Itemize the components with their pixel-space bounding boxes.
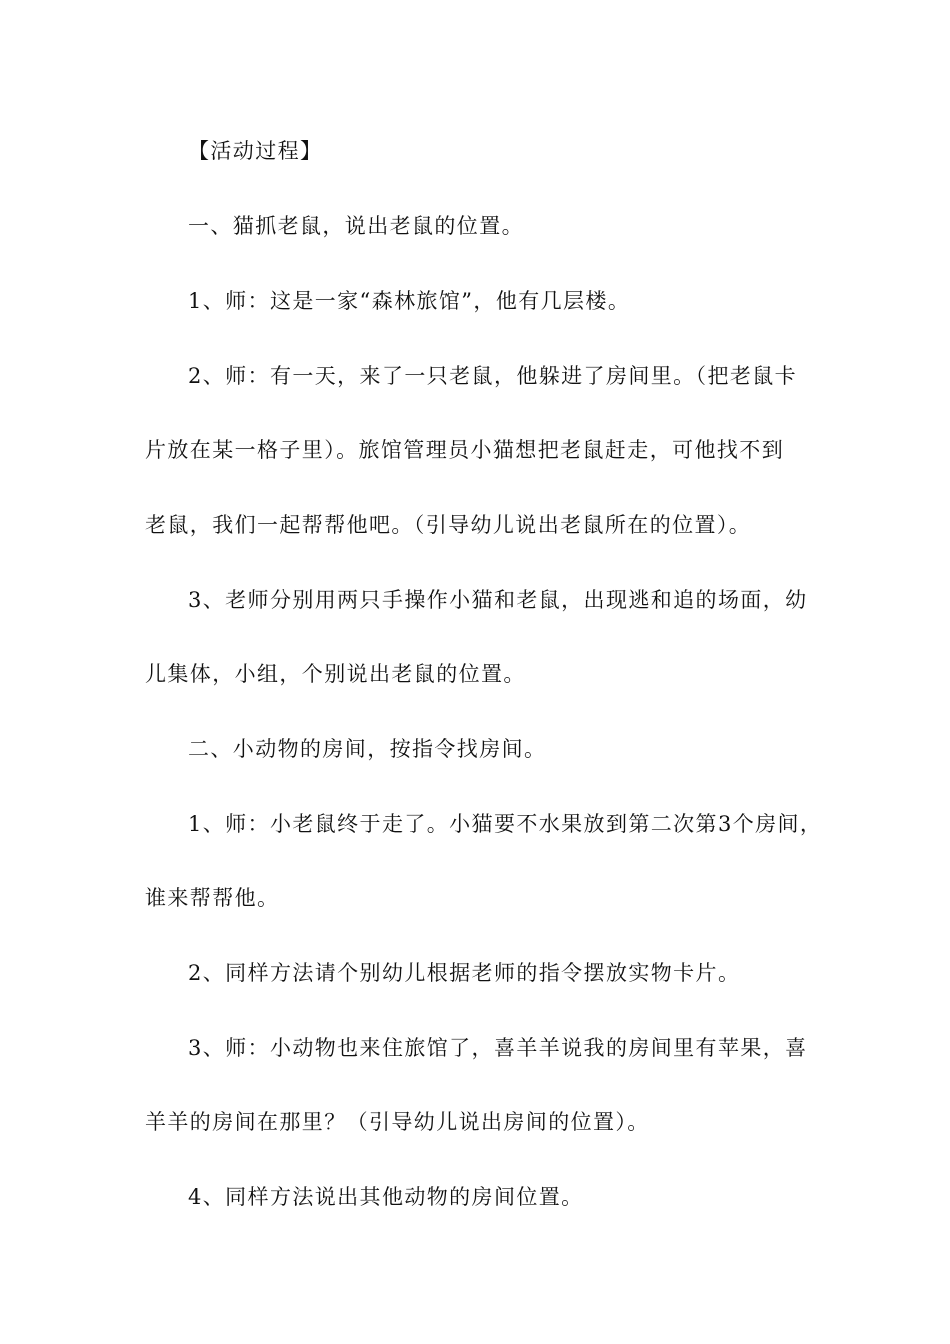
subheading-part-two: 二、小动物的房间，按指令找房间。 bbox=[188, 737, 547, 761]
paragraph-line: 片放在某一格子里）。旅馆管理员小猫想把老鼠赶走，可他找不到 bbox=[145, 438, 785, 462]
paragraph-line: 1、师：小老鼠终于走了。小猫要不水果放到第二次第3个房间， bbox=[188, 812, 823, 836]
paragraph-line: 2、师：有一天，来了一只老鼠，他躲进了房间里。（把老鼠卡 bbox=[188, 364, 798, 388]
paragraph-line: 4、同样方法说出其他动物的房间位置。 bbox=[188, 1185, 584, 1209]
paragraph-line: 2、同样方法请个别幼儿根据老师的指令摆放实物卡片。 bbox=[188, 961, 741, 985]
paragraph-line: 儿集体，小组，个别说出老鼠的位置。 bbox=[145, 662, 526, 686]
paragraph-line: 3、师：小动物也来住旅馆了，喜羊羊说我的房间里有苹果，喜 bbox=[188, 1036, 808, 1060]
paragraph-line: 1、师：这是一家“森林旅馆”，他有几层楼。 bbox=[188, 289, 631, 313]
section-heading-activity-process: 【活动过程】 bbox=[188, 139, 323, 163]
paragraph-line: 3、老师分别用两只手操作小猫和老鼠，出现逃和追的场面，幼 bbox=[188, 588, 808, 612]
paragraph-line: 羊羊的房间在那里？（引导幼儿说出房间的位置）。 bbox=[145, 1110, 650, 1134]
paragraph-line: 老鼠，我们一起帮帮他吧。（引导幼儿说出老鼠所在的位置）。 bbox=[145, 513, 752, 537]
paragraph-line: 谁来帮帮他。 bbox=[145, 886, 280, 910]
subheading-part-one: 一、猫抓老鼠，说出老鼠的位置。 bbox=[188, 214, 524, 238]
